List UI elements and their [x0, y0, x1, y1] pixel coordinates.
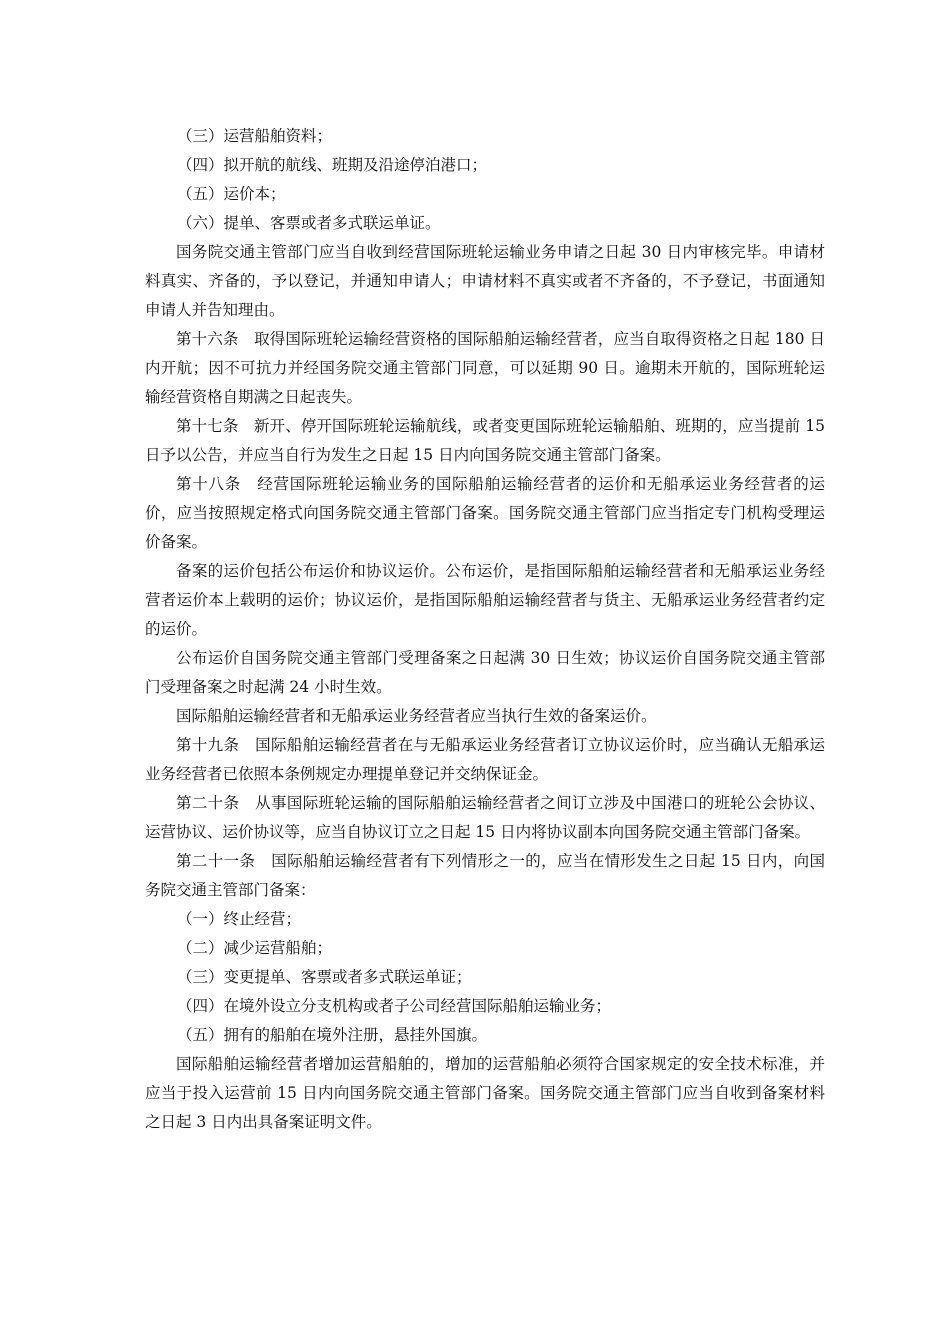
document-body: [145, 122, 825, 1137]
list-item: （二）减少运营船舶；: [177, 939, 333, 957]
paragraph-last: 国际船舶运输经营者增加运营船舶的，增加的运营船舶必须符合国家规定的安全技术标准，并应当于投入运营前 15 日内向国务院交通主管部门备案。国务院交通主管部门应当自收到备案材料之日起 3 日内出具备案证明文件。: [145, 1055, 825, 1131]
article-16: 第十六条 取得国际班轮运输经营资格的国际船舶运输经营者，应当自取得资格之日起 180 日内开航；因不可抗力并经国务院交通主管部门同意，可以延期 90 日。逾期未开航的，国际班轮运输经营资格自期满之日起丧失。: [145, 330, 825, 406]
list-item: （六）提单、客票或者多式联运单证。: [177, 214, 441, 232]
article-19: 第十九条 国际船舶运输经营者在与无船承运业务经营者订立协议运价时，应当确认无船承运业务经营者已依照本条例规定办理提单登记并交纳保证金。: [145, 736, 825, 783]
list-item: （五）运价本；: [177, 185, 286, 203]
list-item: （三）运营船舶资料；: [177, 127, 333, 145]
list-item: （一）终止经营；: [177, 910, 302, 928]
article-18-paragraph-2: 备案的运价包括公布运价和协议运价。公布运价，是指国际船舶运输经营者和无船承运业务经营者运价本上载明的运价；协议运价，是指国际船舶运输经营者与货主、无船承运业务经营者约定的运价。: [145, 562, 825, 638]
list-item: （三）变更提单、客票或者多式联运单证；: [177, 968, 472, 986]
article-18-paragraph-4: 国际船舶运输经营者和无船承运业务经营者应当执行生效的备案运价。: [176, 707, 657, 725]
article-18-paragraph-3: 公布运价自国务院交通主管部门受理备案之日起满 30 日生效；协议运价自国务院交通主管部门受理备案之时起满 24 小时生效。: [145, 649, 825, 696]
list-item: （四）拟开航的航线、班期及沿途停泊港口；: [177, 156, 488, 174]
paragraph-review: 国务院交通主管部门应当自收到经营国际班轮运输业务申请之日起 30 日内审核完毕。申请材料真实、齐备的，予以登记，并通知申请人；申请材料不真实或者不齐备的，不予登记，书面通知申请人并告知理由。: [145, 243, 825, 319]
article-20: 第二十条 从事国际班轮运输的国际船舶运输经营者之间订立涉及中国港口的班轮公会协议、运营协议、运价协议等，应当自协议订立之日起 15 日内将协议副本向国务院交通主管部门备案。: [145, 794, 825, 841]
list-item: （五）拥有的船舶在境外注册，悬挂外国旗。: [177, 1026, 488, 1044]
article-21: 第二十一条 国际船舶运输经营者有下列情形之一的，应当在情形发生之日起 15 日内，向国务院交通主管部门备案：: [145, 852, 825, 899]
article-17: 第十七条 新开、停开国际班轮运输航线，或者变更国际班轮运输船舶、班期的，应当提前 15 日予以公告，并应当自行为发生之日起 15 日内向国务院交通主管部门备案。: [145, 417, 825, 464]
article-18: 第十八条 经营国际班轮运输业务的国际船舶运输经营者的运价和无船承运业务经营者的运价，应当按照规定格式向国务院交通主管部门备案。国务院交通主管部门应当指定专门机构受理运价备案。: [145, 475, 825, 551]
list-item: （四）在境外设立分支机构或者子公司经营国际船舶运输业务；: [177, 997, 612, 1015]
